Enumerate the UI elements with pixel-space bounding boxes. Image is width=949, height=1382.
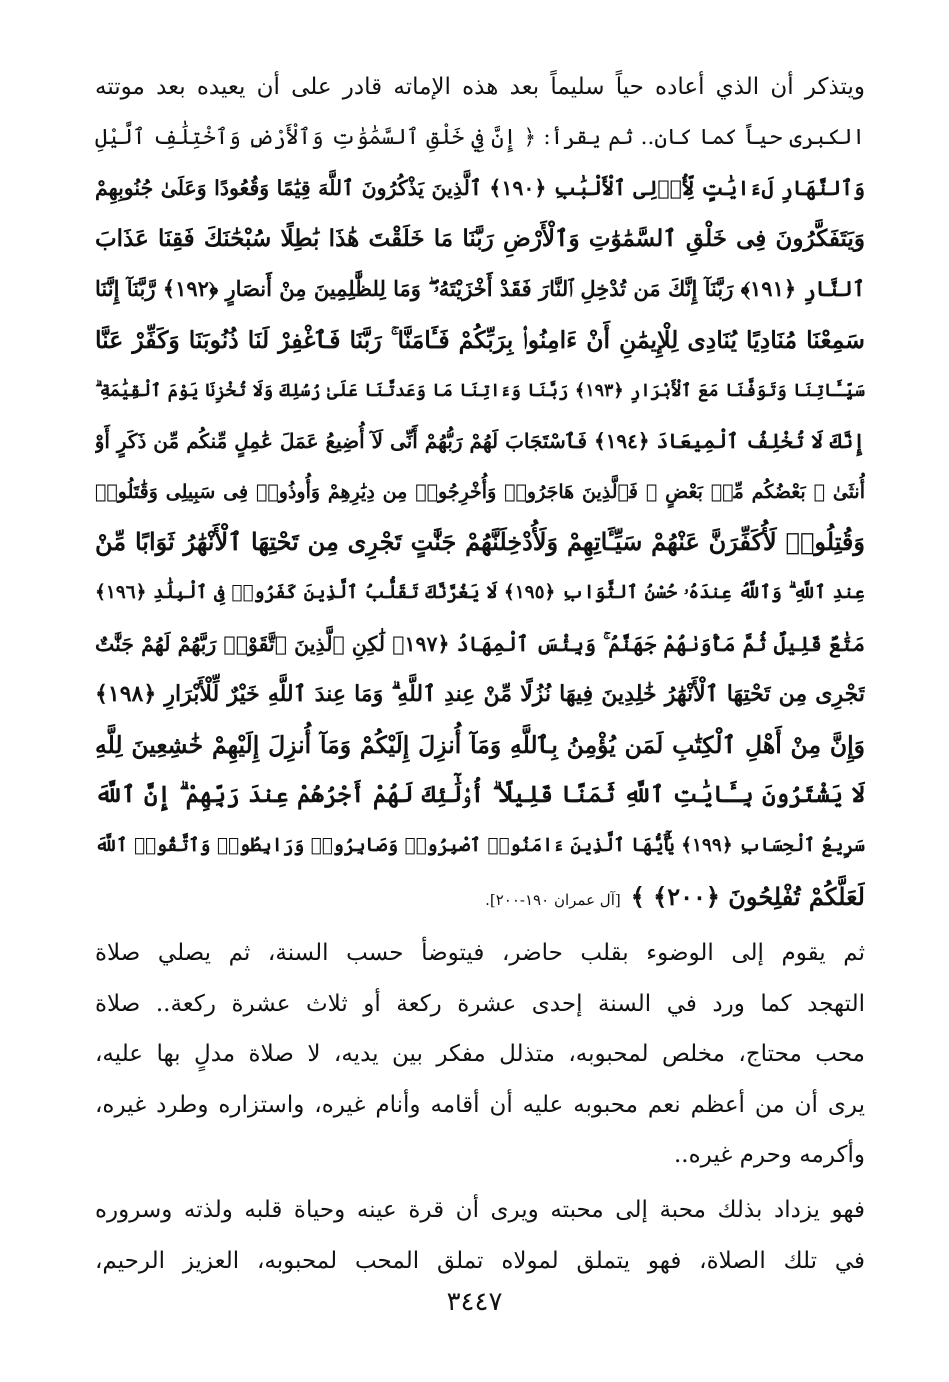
text-line: فهو يزداد بذلك محبة إلى محبته ويرى أن قرة عينه وحياة قلبه ولذته وسروره <box>95 1197 865 1224</box>
verse-line: وَٱلنَّهَارِ لَءَايَٰتٍ لِّأُو۟لِى ٱلْأَلْبَٰبِ ﴿١٩٠﴾ ٱلَّذِينَ يَذْكُرُونَ ٱللَّهَ قِيَٰمًا وَقُعُودًا وَعَلَىٰ جُنُوبِهِمْ <box>95 176 865 201</box>
text-line: يرى أن من أعظم نعم محبوبه عليه أن أقامه وأنام غيره، واستزاره وطرد غيره، <box>95 1091 865 1118</box>
text-line: التهجد كما ورد في السنة إحدى عشرة ركعة أو ثلاث عشرة ركعة.. صلاة <box>95 990 865 1017</box>
text-line: ثم يقوم إلى الوضوء بقلب حاضر، فيتوضأ حسب السنة، ثم يصلي صلاة <box>95 940 865 967</box>
verse-line: أُنثَىٰ ۖ بَعْضُكُم مِّنۢ بَعْضٍ ۖ فَٱلَّذِينَ هَاجَرُوا۟ وَأُخْرِجُوا۟ مِن دِيَٰرِهِمْ وَأُوذُوا۟ فِى سَبِيلِى وَقَٰتَلُوا۟ <box>95 480 865 503</box>
intro-paragraph <box>95 62 865 163</box>
verse-line: وَقُتِلُوا۟ لَأُكَفِّرَنَّ عَنْهُمْ سَيِّـَٔاتِهِمْ وَلَأُدْخِلَنَّهُمْ جَنَّٰتٍ تَجْرِى مِن تَحْتِهَا ٱلْأَنْهَٰرُ ثَوَابًا مِّنْ <box>95 527 865 557</box>
text-line: ويتذكر أن الذي أعاده حياً سليماً بعد هذه الإماته قادر على أن يعيده بعد موتته <box>95 74 865 100</box>
paragraph-prayer <box>95 928 865 1181</box>
verse-line: مَتَٰعٌ قَلِيلٌ ثُمَّ مَأْوَىٰهُمْ جَهَنَّمُ ۚ وَبِئْسَ ٱلْمِهَادُ ﴿١٩٧﴾ لَٰكِنِ ٱلَّذِينَ ٱتَّقَوْا۟ رَبَّهُمْ لَهُمْ جَنَّٰتٌ <box>95 631 865 656</box>
surah-citation: [آل عمران ١٩٠-٢٠٠]. <box>485 890 621 909</box>
text-line: في تلك الصلاة، فهو يتملق لمولاه تملق المحب لمحبوبه، العزيز الرحيم، <box>95 1247 865 1274</box>
verse-line: لَا يَشْتَرُونَ بِـَٔايَٰتِ ٱللَّهِ ثَمَنًا قَلِيلًا ۗ أُو۟لَٰٓئِكَ لَهُمْ أَجْرُهُمْ عِندَ رَبِّهِمْ ۗ إِنَّ ٱللَّهَ <box>95 781 865 809</box>
verse-line-last <box>95 872 865 923</box>
text-line: محب محتاج، مخلص لمحبوبه، متذلل مفكر بين يديه، لا صلاة مدلٍ بها عليه، <box>95 1041 865 1068</box>
text-line: وأكرمه وحرم غيره.. <box>674 1142 865 1169</box>
verse-line: ٱلنَّارِ ﴿١٩١﴾ رَبَّنَآ إِنَّكَ مَن تُدْخِلِ ٱلنَّارَ فَقَدْ أَخْزَيْتَهُۥ ۖ وَمَا لِلظَّٰلِمِينَ مِنْ أَنصَارٍ ﴿١٩٢﴾ رَّبَّنَآ إِنَّنَا <box>95 276 865 302</box>
text-line: الكبرى حياً كما كان.. ثم يقرأ: ﴿ إِنَّ فِي خَلْقِ ٱلسَّمَٰوَٰتِ وَٱلْأَرْضِ وَٱخْتِلَٰفِ ٱلَّيْلِ <box>95 124 865 150</box>
page-body <box>95 62 865 1286</box>
verse-line: تَجْرِى مِن تَحْتِهَا ٱلْأَنْهَٰرُ خَٰلِدِينَ فِيهَا نُزُلًا مِّنْ عِندِ ٱللَّهِ ۗ وَمَا عِندَ ٱللَّهِ خَيْرٌ لِّلْأَبْرَارِ ﴿١٩٨﴾ <box>95 681 865 708</box>
quran-passage <box>95 163 865 922</box>
verse-line: إِنَّكَ لَا تُخْلِفُ ٱلْمِيعَادَ ﴿١٩٤﴾ فَٱسْتَجَابَ لَهُمْ رَبُّهُمْ أَنِّى لَآ أُضِيعُ عَمَلَ عَٰمِلٍ مِّنكُم مِّن ذَكَرٍ أَوْ <box>95 429 865 454</box>
verse-line: سَيِّـَٔاتِنَا وَتَوَفَّنَا مَعَ ٱلْأَبْرَارِ ﴿١٩٣﴾ رَبَّنَا وَءَاتِنَا مَا وَعَدتَّنَا عَلَىٰ رُسُلِكَ وَلَا تُخْزِنَا يَوْمَ ٱلْقِيَٰمَةِ ۗ <box>95 380 865 401</box>
paragraph-love <box>95 1185 865 1286</box>
verse-line: سَمِعْنَا مُنَادِيًا يُنَادِى لِلْإِيمَٰنِ أَنْ ءَامِنُوا۟ بِرَبِّكُمْ فَـَٔامَنَّا ۚ رَبَّنَا فَٱغْفِرْ لَنَا ذُنُوبَنَا وَكَفِّرْ عَنَّا <box>95 325 865 354</box>
page-number: ٣٤٤٧ <box>446 1287 503 1317</box>
verse-line-text: لَعَلَّكُمْ تُفْلِحُونَ ﴿٢٠٠﴾ ﴾ <box>630 881 865 911</box>
verse-line: عِندِ ٱللَّهِ ۗ وَٱللَّهُ عِندَهُۥ حُسْنُ ٱلثَّوَابِ ﴿١٩٥﴾ لَا يَغُرَّنَّكَ تَقَلُّبُ ٱلَّذِينَ كَفَرُوا۟ فِى ٱلْبِلَٰدِ ﴿١٩٦﴾ <box>95 581 865 603</box>
verse-line: سَرِيعُ ٱلْحِسَابِ ﴿١٩٩﴾ يَٰٓأَيُّهَا ٱلَّذِينَ ءَامَنُوا۟ ٱصْبِرُوا۟ وَصَابِرُوا۟ وَرَابِطُوا۟ وَٱتَّقُوا۟ ٱللَّهَ <box>95 834 865 856</box>
verse-line: وَيَتَفَكَّرُونَ فِى خَلْقِ ٱلسَّمَٰوَٰتِ وَٱلْأَرْضِ رَبَّنَا مَا خَلَقْتَ هَٰذَا بَٰطِلًا سُبْحَٰنَكَ فَقِنَا عَذَابَ <box>95 224 865 252</box>
verse-line: وَإِنَّ مِنْ أَهْلِ ٱلْكِتَٰبِ لَمَن يُؤْمِنُ بِٱللَّهِ وَمَآ أُنزِلَ إِلَيْكُمْ وَمَآ أُنزِلَ إِلَيْهِمْ خَٰشِعِينَ لِلَّهِ <box>95 730 865 759</box>
